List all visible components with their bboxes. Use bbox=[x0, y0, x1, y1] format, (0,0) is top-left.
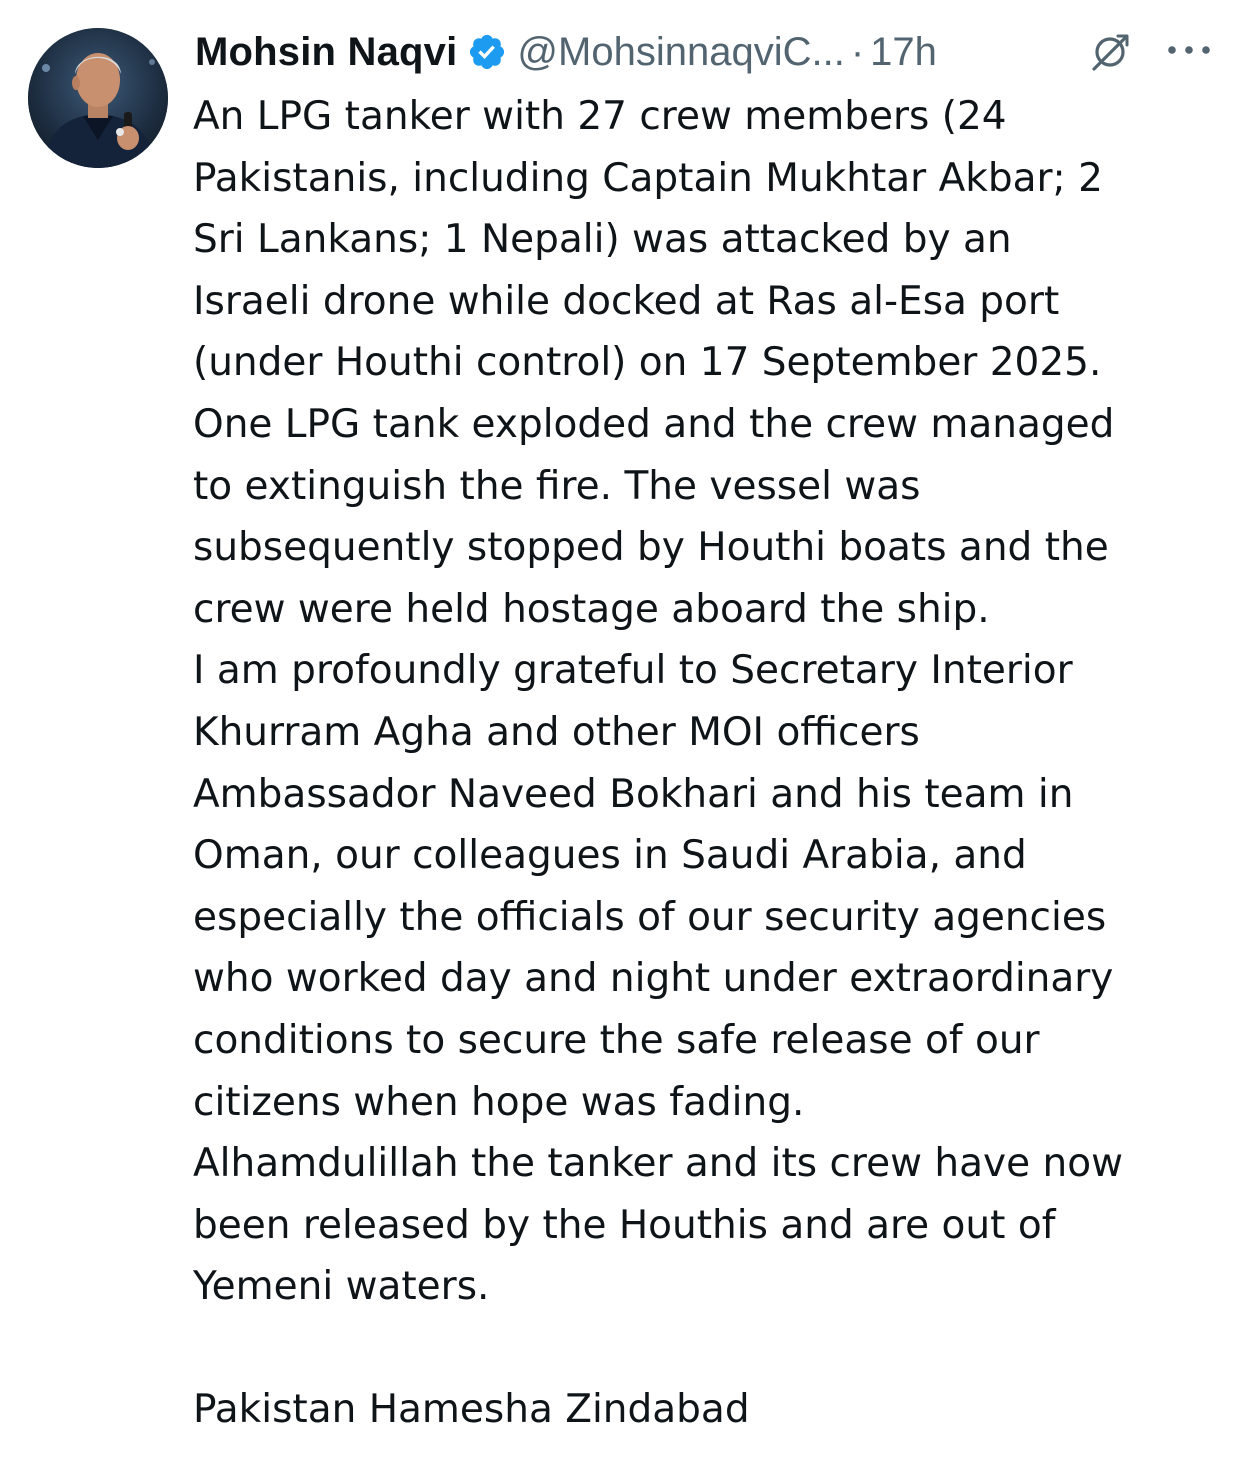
tweet-text-line: Khurram Agha and other MOI officers bbox=[193, 709, 920, 755]
tweet-text-line: (under Houthi control) on 17 September 2025. bbox=[193, 340, 1102, 386]
tweet-body bbox=[193, 86, 1223, 1441]
tweet-text-line: Yemeni waters. bbox=[193, 1264, 490, 1310]
grok-button[interactable] bbox=[1085, 27, 1135, 77]
tweet-text-line: subsequently stopped by Houthi boats and the bbox=[193, 525, 1109, 571]
more-options-icon bbox=[1163, 32, 1215, 68]
tweet-text-line: Alhamdulillah the tanker and its crew have now bbox=[193, 1141, 1123, 1187]
tweet-text-line: conditions to secure the safe release of our bbox=[193, 1017, 1040, 1063]
tweet-text-line: Israeli drone while docked at Ras al-Esa port bbox=[193, 278, 1060, 324]
more-options-button[interactable] bbox=[1163, 32, 1215, 68]
timestamp[interactable]: 17h bbox=[870, 29, 937, 74]
tweet-text-line: One LPG tank exploded and the crew managed bbox=[193, 401, 1115, 447]
verified-badge-icon bbox=[467, 32, 507, 72]
grok-icon bbox=[1085, 27, 1135, 77]
tweet-text-line: Pakistanis, including Captain Mukhtar Akbar; 2 bbox=[193, 155, 1103, 201]
closing-line: Pakistan Hamesha Zindabad bbox=[193, 1387, 750, 1433]
profile-photo bbox=[28, 28, 168, 168]
tweet-text-line: Ambassador Naveed Bokhari and his team in bbox=[193, 771, 1074, 817]
tweet-text-line: I am profoundly grateful to Secretary Interior bbox=[193, 648, 1073, 694]
tweet-text-line: citizens when hope was fading. bbox=[193, 1079, 805, 1125]
tweet-text-line: especially the officials of our security agencies bbox=[193, 894, 1107, 940]
tweet-text-line: crew were held hostage aboard the ship. bbox=[193, 586, 990, 632]
author-handle[interactable]: @MohsinnaqviC... bbox=[517, 29, 845, 74]
tweet-text-line: who worked day and night under extraordinary bbox=[193, 956, 1114, 1002]
author-name[interactable]: Mohsin Naqvi bbox=[195, 29, 458, 74]
avatar[interactable] bbox=[28, 28, 168, 168]
tweet-text-line: to extinguish the fire. The vessel was bbox=[193, 463, 921, 509]
tweet-text-line: been released by the Houthis and are out of bbox=[193, 1202, 1056, 1248]
tweet-text-line: Sri Lankans; 1 Nepali) was attacked by an bbox=[193, 217, 1012, 263]
tweet-text-line: An LPG tanker with 27 crew members (24 bbox=[193, 94, 1007, 139]
tweet-text-line: Oman, our colleagues in Saudi Arabia, and bbox=[193, 833, 1027, 879]
paragraph-gap bbox=[193, 1318, 1223, 1380]
tweet-header bbox=[195, 22, 1225, 82]
separator-dot: · bbox=[850, 29, 865, 74]
